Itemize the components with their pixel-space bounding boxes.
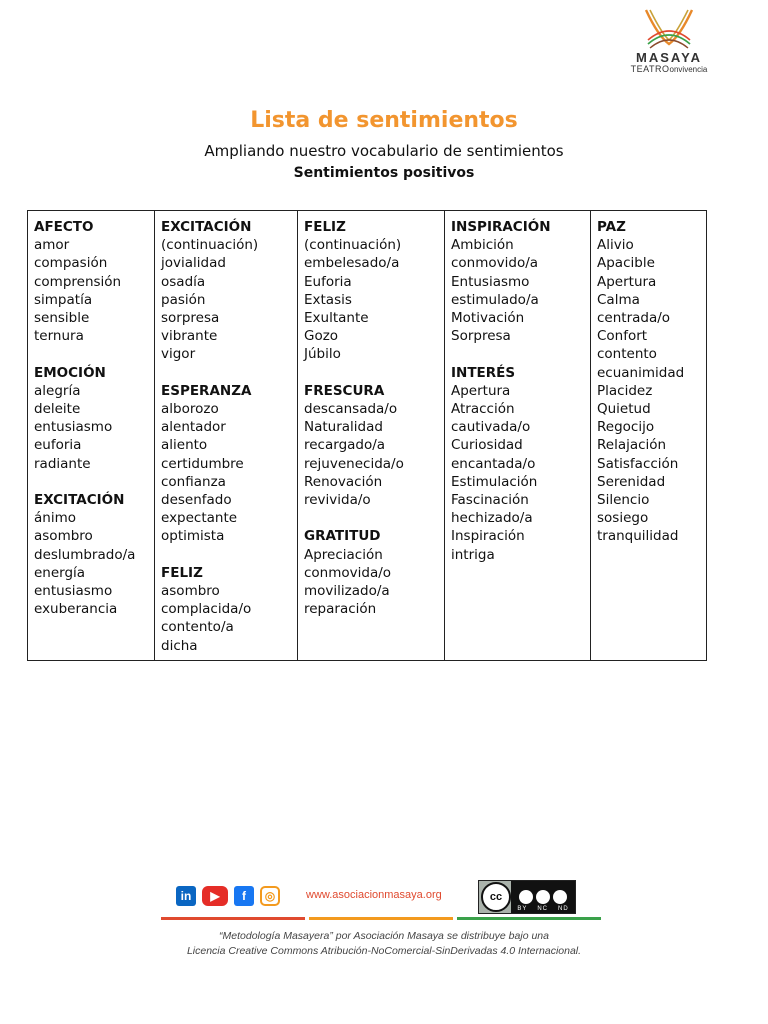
feeling-category xyxy=(161,382,297,546)
feeling-item: vibrante xyxy=(161,328,218,345)
cc-icon: cc xyxy=(481,882,511,912)
table-column xyxy=(28,211,155,660)
category-heading: EXCITACIÓN xyxy=(34,492,125,509)
feeling-item: energía xyxy=(34,564,86,581)
divider-red xyxy=(161,917,305,920)
feeling-item: Júbilo xyxy=(304,346,341,363)
feeling-item: revivida/o xyxy=(304,492,371,509)
table-column xyxy=(298,211,445,660)
feeling-item: osadía xyxy=(161,273,206,290)
feeling-item: Renovación xyxy=(304,473,383,490)
feeling-item: embelesado/a xyxy=(304,255,400,272)
feeling-item: cautivada/o xyxy=(451,419,531,436)
feeling-item: ecuanimidad xyxy=(597,364,685,381)
feeling-item: alegría xyxy=(34,382,81,399)
section-heading: Sentimientos positivos xyxy=(293,165,475,181)
feeling-item: asombro xyxy=(34,528,93,545)
facebook-icon[interactable]: f xyxy=(234,886,254,906)
feeling-item: contento/a xyxy=(161,619,234,636)
linkedin-icon[interactable]: in xyxy=(176,886,196,906)
category-heading: EXCITACIÓN xyxy=(161,219,252,235)
feeling-item: Atracción xyxy=(451,401,515,418)
feelings-table xyxy=(27,210,707,661)
feeling-item: (continuación) xyxy=(161,237,259,254)
license-text xyxy=(0,929,768,959)
feeling-item: Serenidad xyxy=(597,473,666,490)
feeling-item: optimista xyxy=(161,528,225,545)
cc-by-icon xyxy=(519,890,533,904)
category-heading: ESPERANZA xyxy=(161,382,252,399)
category-heading: INTERÉS xyxy=(451,364,516,381)
category-heading: GRATITUD xyxy=(304,528,381,545)
category-heading: AFECTO xyxy=(34,219,94,235)
feeling-item: amor xyxy=(34,237,70,254)
feeling-item: asombro xyxy=(161,583,220,600)
feeling-item: sosiego xyxy=(597,510,649,527)
feeling-category xyxy=(304,382,444,509)
feeling-item: Relajación xyxy=(597,437,667,454)
feeling-category xyxy=(161,218,297,364)
feeling-item: simpatía xyxy=(34,291,93,308)
feeling-item: Estimulación xyxy=(451,473,538,490)
feeling-item: hechizado/a xyxy=(451,510,533,527)
feeling-item: Naturalidad xyxy=(304,419,383,436)
feeling-item: euforia xyxy=(34,437,82,454)
feeling-category xyxy=(161,564,297,655)
license-line-1: “Metodología Masayera” por Asociación Masaya se distribuye bajo una xyxy=(219,930,549,942)
feeling-item: confianza xyxy=(161,473,226,490)
feeling-item: sensible xyxy=(34,310,90,327)
category-heading: FELIZ xyxy=(161,564,203,581)
feeling-item: encantada/o xyxy=(451,455,536,472)
feeling-item: (continuación) xyxy=(304,237,402,254)
cc-tags xyxy=(517,906,568,912)
feeling-category xyxy=(304,527,444,618)
logo-subtitle xyxy=(628,64,710,75)
cc-nd-icon xyxy=(553,890,567,904)
feeling-item: Gozo xyxy=(304,328,339,345)
feeling-item: compasión xyxy=(34,255,108,272)
feeling-item: alentador xyxy=(161,419,226,436)
feeling-item: Apacible xyxy=(597,255,655,272)
masaya-emblem-icon xyxy=(642,6,696,50)
feeling-item: reparación xyxy=(304,601,377,618)
feeling-category xyxy=(451,364,590,564)
website-link[interactable]: www.asociacionmasaya.org xyxy=(306,889,442,901)
feeling-item: deslumbrado/a xyxy=(34,546,136,563)
feeling-item: ternura xyxy=(34,328,84,345)
feeling-item: jovialidad xyxy=(161,255,226,272)
feeling-item: certidumbre xyxy=(161,455,244,472)
feeling-item: Calma xyxy=(597,291,640,308)
feeling-item: recargado/a xyxy=(304,437,386,454)
social-icons xyxy=(176,886,280,906)
masaya-logo xyxy=(628,6,710,86)
feeling-item: movilizado/a xyxy=(304,583,390,600)
feeling-category xyxy=(304,218,444,364)
feeling-item: Apertura xyxy=(451,382,511,399)
logo-brand: MASAYA xyxy=(636,50,702,65)
feeling-item: Apertura xyxy=(597,273,657,290)
logo-sub-big: TEATRO xyxy=(630,64,670,74)
feeling-category xyxy=(597,218,706,546)
feeling-category xyxy=(34,218,154,345)
feeling-item: Motivación xyxy=(451,310,525,327)
feeling-item: descansada/o xyxy=(304,401,398,418)
feeling-item: estimulado/a xyxy=(451,291,539,308)
feeling-item: intriga xyxy=(451,546,495,563)
table-column xyxy=(445,211,591,660)
feeling-item: Euforia xyxy=(304,273,352,290)
feeling-item: conmovida/o xyxy=(304,564,392,581)
feeling-item: Silencio xyxy=(597,492,650,509)
feeling-item: Placidez xyxy=(597,382,653,399)
feeling-item: deleite xyxy=(34,401,81,418)
feeling-category xyxy=(34,364,154,473)
feeling-category xyxy=(451,218,590,345)
category-heading: EMOCIÓN xyxy=(34,364,106,381)
cc-tag: NC xyxy=(537,906,548,912)
feeling-item: entusiasmo xyxy=(34,419,113,436)
feeling-item: Satisfacción xyxy=(597,455,679,472)
feeling-item: Entusiasmo xyxy=(451,273,530,290)
creative-commons-badge xyxy=(478,880,576,914)
feeling-item: Apreciación xyxy=(304,546,383,563)
feeling-item: dicha xyxy=(161,637,198,654)
feeling-item: complacida/o xyxy=(161,601,252,618)
feeling-category xyxy=(34,491,154,618)
feeling-item: sorpresa xyxy=(161,310,220,327)
category-heading: FELIZ xyxy=(304,219,346,235)
logo-sub-small: onvivencia xyxy=(669,65,708,74)
feeling-item: expectante xyxy=(161,510,238,527)
feeling-item: alborozo xyxy=(161,401,219,418)
feeling-item: radiante xyxy=(34,455,91,472)
feeling-item: Extasis xyxy=(304,291,352,308)
feeling-item: Fascinación xyxy=(451,492,529,509)
page-subtitle: Ampliando nuestro vocabulario de sentimientos xyxy=(204,142,564,160)
feeling-item: pasión xyxy=(161,291,206,308)
cc-tag: BY xyxy=(517,906,528,912)
feeling-item: Inspiración xyxy=(451,528,525,545)
feeling-item: exuberancia xyxy=(34,601,118,618)
cc-nc-icon xyxy=(536,890,550,904)
feeling-item: entusiasmo xyxy=(34,583,113,600)
feeling-item: aliento xyxy=(161,437,208,454)
feeling-item: Sorpresa xyxy=(451,328,511,345)
license-line-2: Licencia Creative Commons Atribución-NoComercial-SinDerivadas 4.0 Internacional. xyxy=(186,945,582,957)
feeling-item: Regocijo xyxy=(597,419,655,436)
category-heading: INSPIRACIÓN xyxy=(451,219,551,235)
feeling-item: rejuvenecida/o xyxy=(304,455,404,472)
page-title: Lista de sentimientos xyxy=(250,108,518,133)
feeling-item: desenfado xyxy=(161,492,232,509)
feeling-item: ánimo xyxy=(34,510,76,527)
cc-tag: ND xyxy=(558,906,569,912)
divider-green xyxy=(457,917,601,920)
feeling-item: Exultante xyxy=(304,310,369,327)
feeling-item: Quietud xyxy=(597,401,651,418)
youtube-icon[interactable]: ▶ xyxy=(202,886,228,906)
category-heading: PAZ xyxy=(597,219,626,235)
feeling-item: Confort xyxy=(597,328,648,345)
feeling-item: centrada/o xyxy=(597,310,671,327)
feeling-item: contento xyxy=(597,346,657,363)
feeling-item: conmovido/a xyxy=(451,255,539,272)
table-column xyxy=(155,211,298,660)
category-heading: FRESCURA xyxy=(304,382,385,399)
feeling-item: Curiosidad xyxy=(451,437,523,454)
feeling-item: Ambición xyxy=(451,237,514,254)
feeling-item: comprensión xyxy=(34,273,122,290)
table-column xyxy=(591,211,706,660)
instagram-icon[interactable]: ◎ xyxy=(260,886,280,906)
divider-orange xyxy=(309,917,453,920)
feeling-item: tranquilidad xyxy=(597,528,679,545)
feeling-item: Alivio xyxy=(597,237,634,254)
feeling-item: vigor xyxy=(161,346,196,363)
